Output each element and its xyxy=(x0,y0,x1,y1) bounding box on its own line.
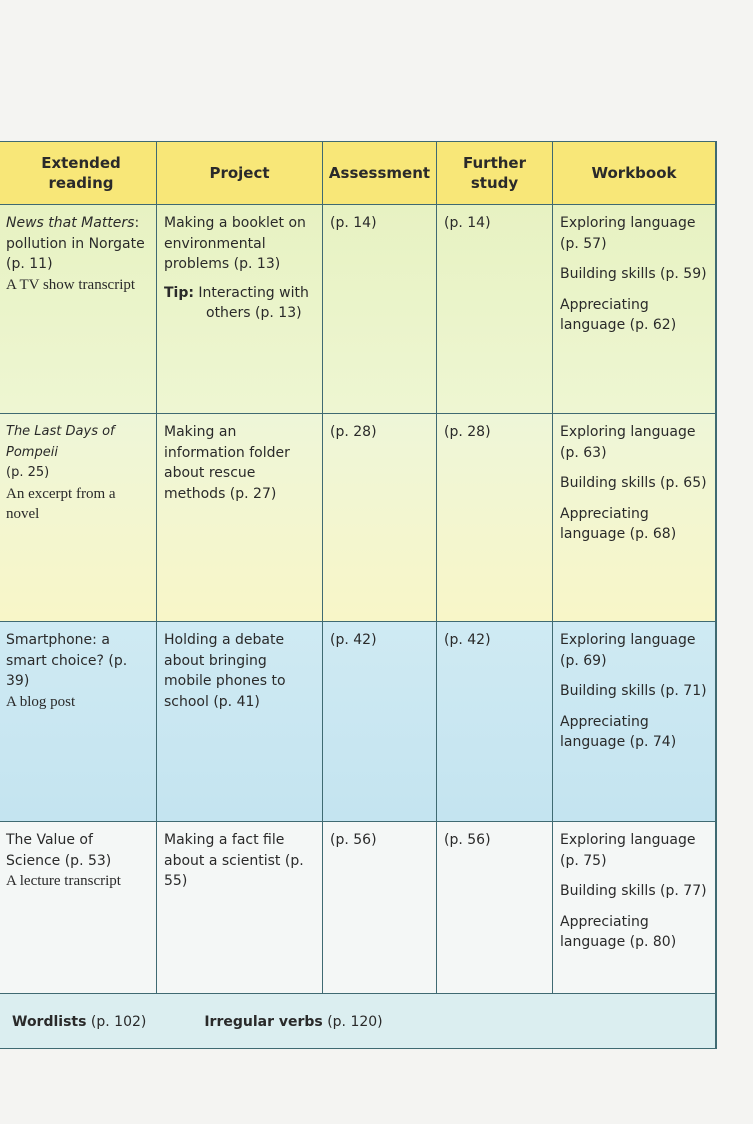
project-cell: Making a fact file about a scientist (p. 55) xyxy=(157,822,323,993)
workbook-item: Appreciating language (p. 68) xyxy=(560,505,677,542)
workbook-item: Building skills (p. 65) xyxy=(560,475,707,491)
extended-reading-cell xyxy=(0,622,157,821)
extended-reading-cell xyxy=(0,414,157,621)
project-cell xyxy=(157,205,323,413)
assessment-cell: (p. 14) xyxy=(323,205,437,413)
reading-type: A TV show transcript xyxy=(6,276,136,293)
header-assessment: Assessment xyxy=(323,142,437,204)
assessment-cell: (p. 28) xyxy=(323,414,437,621)
table-row xyxy=(0,822,715,994)
tip-note: Tip: Interacting with others (p. 13) xyxy=(164,284,309,321)
workbook-cell xyxy=(553,622,715,821)
workbook-item: Building skills (p. 77) xyxy=(560,883,707,899)
workbook-item: Exploring language (p. 63) xyxy=(560,424,696,461)
further-study-cell: (p. 28) xyxy=(437,414,553,621)
tip-label: Tip: xyxy=(164,284,194,301)
irregular-verbs-ref: Irregular verbs (p. 120) xyxy=(204,1013,383,1030)
project-cell: Making an information folder about rescue methods (p. 27) xyxy=(157,414,323,621)
reading-title: The Last Days of Pompeii xyxy=(6,424,115,460)
further-study-cell: (p. 56) xyxy=(437,822,553,993)
table-row xyxy=(0,205,715,414)
project-text: Making a booklet on environmental problems (p. 13) xyxy=(164,215,306,272)
further-study-cell: (p. 14) xyxy=(437,205,553,413)
reading-page: (p. 25) xyxy=(6,465,50,480)
reading-title: The Value of Science (p. 53) xyxy=(6,832,112,869)
workbook-cell xyxy=(553,822,715,993)
workbook-item: Building skills (p. 71) xyxy=(560,683,707,699)
reading-page: (p. 11) xyxy=(6,256,53,272)
table-footer-row xyxy=(0,994,715,1048)
workbook-item: Appreciating language (p. 80) xyxy=(560,913,677,950)
reading-title: News that Matters: xyxy=(6,215,140,231)
reading-title: Smartphone: a smart choice? (p. 39) xyxy=(6,632,128,689)
workbook-item: Exploring language (p. 69) xyxy=(560,632,696,669)
reading-type: An excerpt from a novel xyxy=(6,485,116,522)
assessment-cell: (p. 42) xyxy=(323,622,437,821)
extended-reading-cell xyxy=(0,205,157,413)
header-workbook: Workbook xyxy=(591,163,677,182)
table-row xyxy=(0,414,715,622)
reading-type: A lecture transcript xyxy=(6,873,121,889)
table-header-row xyxy=(0,142,715,205)
workbook-item: Appreciating language (p. 62) xyxy=(560,296,677,333)
wordlists-ref: Wordlists (p. 102) xyxy=(12,1013,147,1030)
footer-references xyxy=(0,994,715,1048)
header-extended-reading: Extended reading xyxy=(0,142,157,204)
workbook-cell xyxy=(553,414,715,621)
contents-table xyxy=(0,141,717,1049)
reading-title-cont: pollution in Norgate xyxy=(6,235,145,252)
table-row xyxy=(0,622,715,822)
workbook-item: Exploring language (p. 57) xyxy=(560,215,696,252)
header-further-study: Further study xyxy=(437,142,553,204)
reading-type: A blog post xyxy=(6,693,76,710)
further-study-cell: (p. 42) xyxy=(437,622,553,821)
extended-reading-cell xyxy=(0,822,157,993)
workbook-cell xyxy=(553,205,715,413)
project-cell: Holding a debate about bringing mobile phones to school (p. 41) xyxy=(157,622,323,821)
workbook-item: Building skills (p. 59) xyxy=(560,266,707,282)
header-project: Project xyxy=(157,142,323,204)
workbook-item: Exploring language (p. 75) xyxy=(560,832,696,869)
workbook-item: Appreciating language (p. 74) xyxy=(560,713,677,750)
assessment-cell: (p. 56) xyxy=(323,822,437,993)
